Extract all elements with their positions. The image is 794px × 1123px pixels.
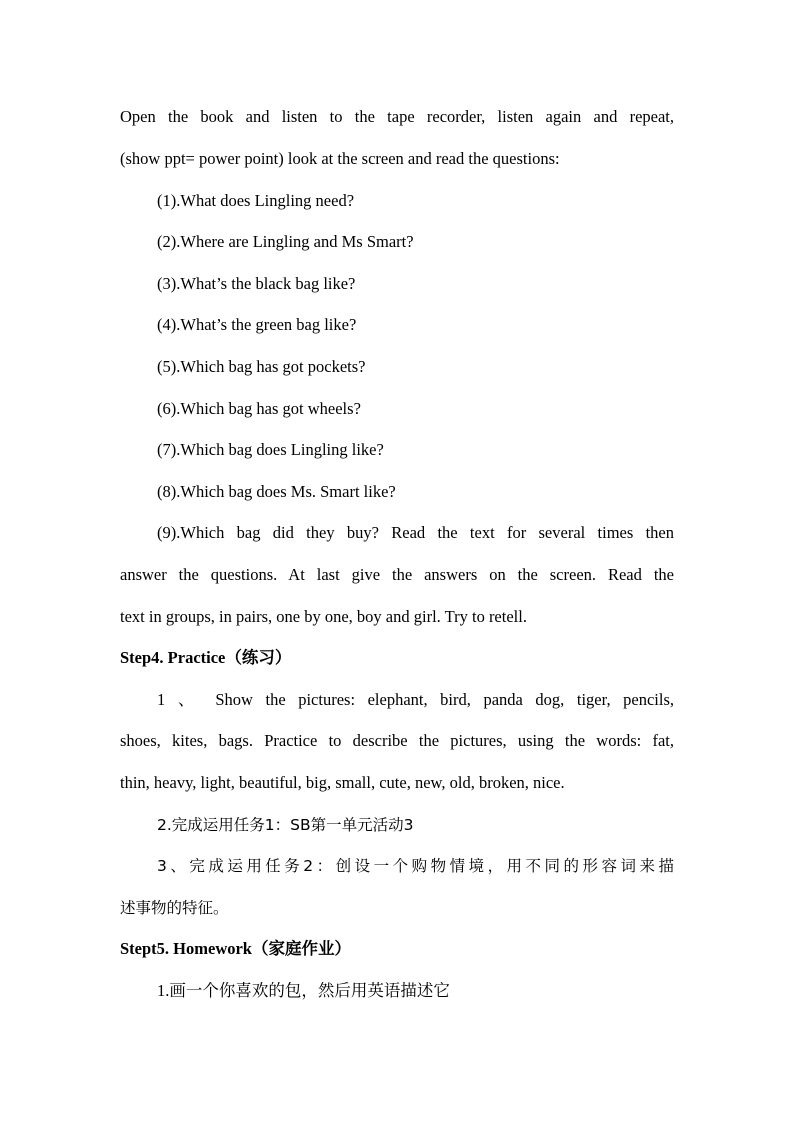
practice-item: 2.完成运用任务1：SB第一单元活动3 — [157, 816, 414, 834]
paragraph-line: thin, heavy, light, beautiful, big, small, cute, new, old, broken, nice. — [120, 773, 565, 792]
question-item: (2).Where are Lingling and Ms Smart? — [157, 232, 414, 251]
question-item: (6).Which bag has got wheels? — [157, 399, 361, 418]
question-item: (3).What’s the black bag like? — [157, 274, 356, 293]
question-item: (9).Which bag did they buy? Read the text for several times then — [157, 523, 674, 542]
practice-item: 3、完成运用任务2：创设一个购物情境，用不同的形容词来描 — [157, 857, 674, 875]
paragraph-line: shoes, kites, bags. Practice to describe the pictures, using the words: fat, — [120, 731, 674, 750]
homework-item: 1.画一个你喜欢的包，然后用英语描述它 — [157, 981, 450, 1000]
question-item: (4).What’s the green bag like? — [157, 315, 357, 334]
paragraph-line: Open the book and listen to the tape recorder, listen again and repeat, — [120, 107, 674, 126]
question-item: (1).What does Lingling need? — [157, 191, 355, 210]
practice-item: 1 、 Show the pictures: elephant, bird, panda dog, tiger, pencils, — [157, 690, 674, 709]
question-item: (7).Which bag does Lingling like? — [157, 440, 384, 459]
section-heading-step4: Step4. Practice（练习） — [120, 648, 292, 667]
paragraph-line: text in groups, in pairs, one by one, boy and girl. Try to retell. — [120, 607, 527, 626]
paragraph-line: 述事物的特征。 — [120, 899, 229, 917]
paragraph-line: answer the questions. At last give the answers on the screen. Read the — [120, 565, 674, 584]
section-heading-step5: Stept5. Homework（家庭作业） — [120, 939, 351, 958]
question-item: (5).Which bag has got pockets? — [157, 357, 366, 376]
question-item: (8).Which bag does Ms. Smart like? — [157, 482, 396, 501]
paragraph-line: (show ppt= power point) look at the screen and read the questions: — [120, 149, 560, 168]
